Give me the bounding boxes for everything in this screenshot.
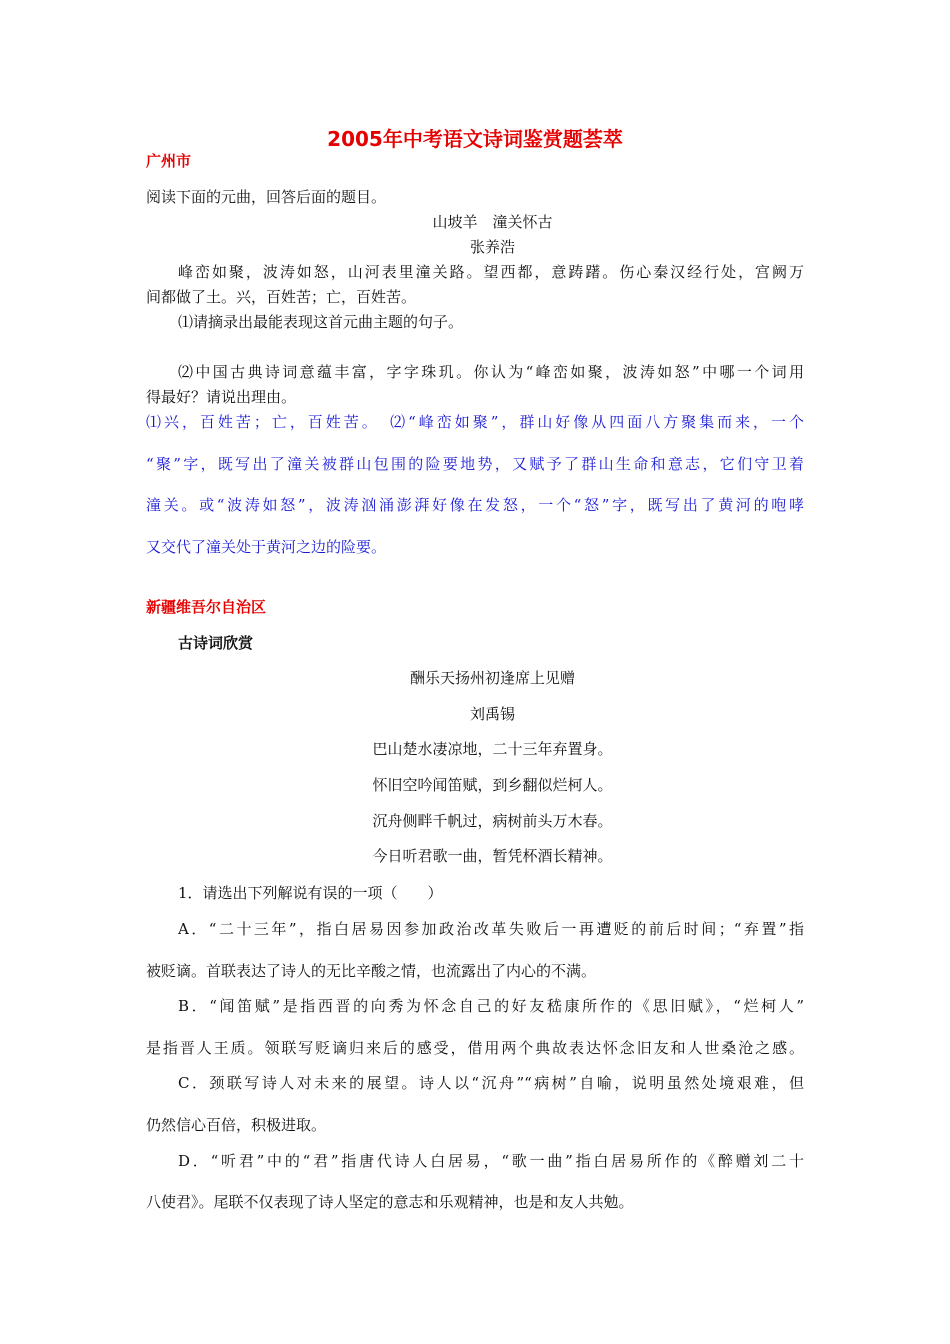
- poem-author: 张养浩: [469, 238, 515, 256]
- option-b-line-2: 是指晋人王质。领联写贬谪归来后的感受，借用两个典故表达怀念旧友和人世桑沧之感。: [146, 1039, 804, 1057]
- option-d-line-2: 八使君》。尾联不仅表现了诗人坚定的意志和乐观精神，也是和友人共勉。: [146, 1193, 634, 1211]
- option-a-line-2: 被贬谪。首联表达了诗人的无比辛酸之情，也流露出了内心的不满。: [146, 962, 597, 980]
- poem-title: 山坡羊 潼关怀古: [432, 213, 553, 231]
- option-d-line-1: D．“听君”中的“君”指唐代诗人白居易，“歌一曲”指白居易所作的《醉赠刘二十: [178, 1152, 804, 1170]
- document-title: 2005年中考语文诗词鉴赏题荟萃: [327, 127, 623, 151]
- poem-author: 刘禹锡: [469, 705, 515, 723]
- region-heading-guangzhou: 广州市: [146, 152, 192, 170]
- poem-line-2: 怀旧空吟闻笛赋，到乡翻似烂柯人。: [372, 776, 613, 794]
- section-subheading: 古诗词欣赏: [178, 634, 254, 652]
- answer-line-1: ⑴兴，百姓苦；亡，百姓苦。 ⑵“峰峦如聚”，群山好像从四面八方聚集而来，一个: [146, 413, 804, 431]
- option-b-line-1: B．“闻笛赋”是指西晋的向秀为怀念自己的好友嵇康所作的《思旧赋》，“烂柯人”: [178, 997, 804, 1015]
- answer-line-3: 潼关。或“波涛如怒”，波涛汹涌澎湃好像在发怒，一个“怒”字，既写出了黄河的咆哮: [146, 496, 804, 514]
- question-text: 1．请选出下列解说有误的一项（ ）: [178, 884, 443, 902]
- region-heading-xinjiang: 新疆维吾尔自治区: [146, 598, 267, 616]
- poem-title: 酬乐天扬州初逢席上见赠: [409, 669, 575, 687]
- option-c-line-2: 仍然信心百倍，积极进取。: [146, 1116, 327, 1134]
- intro-text: 阅读下面的元曲，回答后面的题目。: [146, 188, 387, 206]
- answer-line-2: “聚”字，既写出了潼关被群山包围的险要地势，又赋予了群山生命和意志，它们守卫着: [146, 455, 804, 473]
- poem-body-line-2: 间都做了土。兴，百姓苦；亡，百姓苦。: [146, 288, 417, 306]
- poem-line-4: 今日听君歌一曲，暂凭杯酒长精神。: [372, 847, 613, 865]
- question-1: ⑴请摘录出最能表现这首元曲主题的句子。: [178, 313, 464, 331]
- poem-body-line-1: 峰峦如聚，波涛如怒，山河表里潼关路。望西都，意踌躇。伤心秦汉经行处，宫阙万: [178, 263, 804, 281]
- poem-line-1: 巴山楚水凄凉地，二十三年弃置身。: [372, 740, 613, 758]
- question-2-line-1: ⑵中国古典诗词意蕴丰富，字字珠玑。你认为“峰峦如聚，波涛如怒”中哪一个词用: [178, 363, 804, 381]
- option-a-line-1: A．“二十三年”，指白居易因参加政治改革失败后一再遭贬的前后时间；“弃置”指: [178, 920, 804, 938]
- option-c-line-1: C．颈联写诗人对未来的展望。诗人以“沉舟”“病树”自喻，说明虽然处境艰难，但: [178, 1074, 804, 1092]
- poem-line-3: 沉舟侧畔千帆过，病树前头万木春。: [372, 812, 613, 830]
- answer-line-4: 又交代了潼关处于黄河之边的险要。: [146, 538, 387, 556]
- question-2-line-2: 得最好？请说出理由。: [146, 388, 297, 406]
